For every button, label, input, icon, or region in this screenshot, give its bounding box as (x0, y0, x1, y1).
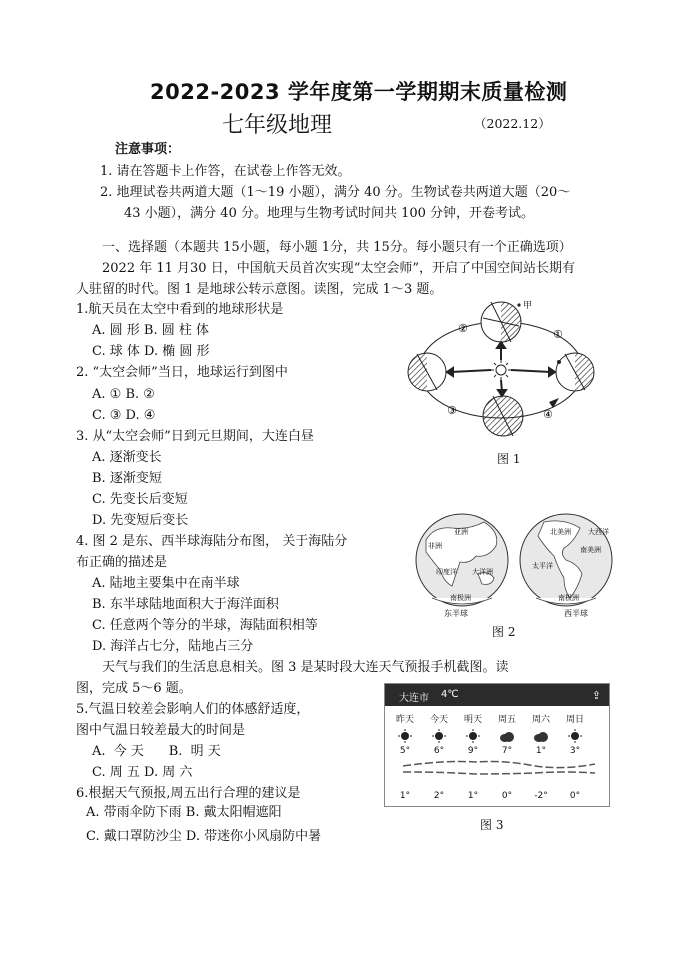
q6-stem: 6.根据天气预报,周五出行合理的建议是 (76, 786, 301, 801)
earth-left (408, 353, 446, 391)
weather-day-name: 今天 (429, 715, 448, 725)
west-label-atlantic: 大西洋 (588, 528, 609, 536)
high-temp-curve (403, 762, 595, 768)
earth-bottom (483, 396, 523, 436)
q2-options-ab: A. ① B. ② (92, 387, 155, 402)
q3-option-d: D. 先变短后变长 (92, 513, 189, 528)
west-hemisphere-name: 西半球 (564, 609, 588, 618)
weather-high-temp: 1° (535, 746, 547, 756)
figure-2 (414, 512, 614, 618)
weather-low-temp: 2° (433, 791, 445, 801)
weather-high-temp: 3° (569, 746, 581, 756)
weather-high-temp: 5° (399, 746, 411, 756)
q1-options-cd: C. 球 体 D. 椭 圆 形 (92, 344, 210, 359)
q4-stem-2: 布正确的描述是 (76, 555, 168, 570)
section-heading: 一、选择题（本题共 15小题，每小题 1分，共 15分。每小题只有一个正确选项） (102, 240, 572, 255)
west-label-south-america: 南美洲 (580, 546, 601, 554)
sun-icon (387, 728, 423, 747)
west-label-pacific: 太平洋 (532, 562, 553, 570)
weather-day-name: 明天 (463, 715, 482, 725)
sun-icon (421, 728, 457, 747)
q2-options-cd: C. ③ D. ④ (92, 408, 156, 423)
label-4: ④ (543, 408, 553, 421)
weather-low-temp: -2° (534, 791, 548, 801)
weather-header (385, 684, 609, 706)
q6-options-cd: C. 戴口罩防沙尘 D. 带迷你小风扇防中暑 (86, 829, 322, 844)
notice-item-3: 43 小题），满分 40 分。地理与生物考试时间共 100 分钟，开卷考试。 (124, 206, 535, 221)
section-intro-2: 人驻留的时代。图 1 是地球公转示意图。读图，完成 1～3 题。 (76, 282, 443, 297)
figure-2-caption: 图 2 (492, 625, 516, 639)
q3-stem: 3. 从“太空会师”日到元旦期间，大连白昼 (76, 429, 314, 444)
exam-subtitle: 七年级地理 (222, 113, 333, 138)
weather-city: 大连市 (399, 693, 429, 704)
label-jia: 甲 (523, 301, 533, 311)
share-icon[interactable]: ⇪ (591, 689, 601, 702)
temperature-curves (385, 754, 609, 784)
weather-low-temp: 0° (501, 791, 513, 801)
weather-high-temp: 6° (433, 746, 445, 756)
exam-date: （2022.12） (474, 116, 551, 131)
hemisphere-map (414, 512, 614, 618)
west-label-north-america: 北美洲 (550, 528, 571, 536)
label-2: ② (458, 322, 468, 335)
q4-stem-1: 4. 图 2 是东、西半球海陆分布图， 关于海陆分 (76, 534, 348, 549)
figure-3-caption: 图 3 (480, 818, 504, 832)
east-label-oceania: 大洋洲 (472, 568, 493, 576)
q4-option-d: D. 海洋占七分，陆地占三分 (92, 639, 254, 654)
q5-stem-2: 图中气温日较差最大的时间是 (76, 723, 246, 738)
q1-stem: 1.航天员在太空中看到的地球形状是 (76, 302, 284, 317)
east-label-africa: 非洲 (428, 542, 442, 550)
low-temp-curve (403, 772, 595, 774)
q5-options-ab: A. 今 天 B. 明 天 (92, 744, 221, 759)
figure-1-caption: 图 1 (497, 452, 521, 466)
notice-item-2: 2. 地理试卷共两道大题（1～19 小题），满分 40 分。生物试卷共两道大题（20～ (100, 185, 571, 200)
sun-icon (491, 360, 511, 380)
weather-low-temp: 1° (467, 791, 479, 801)
q5-stem-1: 5.气温日较差会影响人们的体感舒适度， (76, 702, 310, 717)
earth-top (481, 302, 521, 342)
weather-low-temp: 1° (399, 791, 411, 801)
section-intro-1: 2022 年 11 月30 日，中国航天员首次实现“太空会师”，开启了中国空间站长期有 (102, 261, 575, 276)
earth-right (556, 353, 594, 391)
q6-options-ab: A. 带雨伞防下雨 B. 戴太阳帽遮阳 (86, 805, 282, 820)
q2-stem: 2. “太空会师”当日，地球运行到图中 (76, 365, 288, 380)
west-label-antarctica: 南极洲 (558, 594, 579, 602)
exam-title: 2022-2023 学年度第一学期期末质量检测 (150, 80, 568, 104)
weather-intro-1: 天气与我们的生活息息相关。图 3 是某时段大连天气预报手机截图。读 (102, 660, 509, 675)
q3-option-b: B. 逐渐变短 (92, 471, 162, 486)
q4-option-b: B. 东半球陆地面积大于海洋面积 (92, 597, 279, 612)
weather-intro-2: 图，完成 5～6 题。 (76, 681, 192, 696)
earth-revolution-diagram (403, 296, 603, 446)
figure-1 (403, 296, 603, 446)
label-3: ③ (447, 404, 457, 417)
east-label-asia: 亚洲 (454, 528, 468, 536)
q3-option-a: A. 逐渐变长 (92, 450, 162, 465)
sun-icon (455, 728, 491, 747)
cloud-icon (523, 728, 559, 747)
east-hemisphere (416, 514, 508, 606)
weather-high-temp: 7° (501, 746, 513, 756)
label-1: ① (553, 328, 563, 341)
east-label-indian-ocean: 印度洋 (436, 568, 457, 576)
weather-high-temp: 9° (467, 746, 479, 756)
q4-option-c: C. 任意两个等分的半球，海陆面积相等 (92, 618, 318, 633)
weather-low-temp: 0° (569, 791, 581, 801)
west-hemisphere (520, 514, 612, 606)
notice-item-1: 1. 请在答题卡上作答，在试卷上作答无效。 (100, 164, 351, 179)
weather-current-temp: 4℃ (441, 689, 459, 700)
weather-day-name: 周日 (565, 715, 584, 725)
q1-options-ab: A. 圆 形 B. 圆 柱 体 (92, 323, 210, 338)
q4-option-a: A. 陆地主要集中在南半球 (92, 576, 240, 591)
q3-option-c: C. 先变长后变短 (92, 492, 188, 507)
sun-icon (557, 728, 593, 747)
east-hemisphere-name: 东半球 (444, 609, 468, 618)
weather-day-name: 周六 (531, 715, 550, 725)
weather-day-name: 昨天 (395, 715, 414, 725)
q5-options-cd: C. 周 五 D. 周 六 (92, 765, 193, 780)
notice-label: 注意事项： (115, 142, 181, 157)
figure-3-weather-screenshot (384, 683, 610, 807)
cloud-icon (489, 728, 525, 747)
east-label-antarctica: 南极洲 (450, 594, 471, 602)
weather-day-name: 周五 (497, 715, 516, 725)
